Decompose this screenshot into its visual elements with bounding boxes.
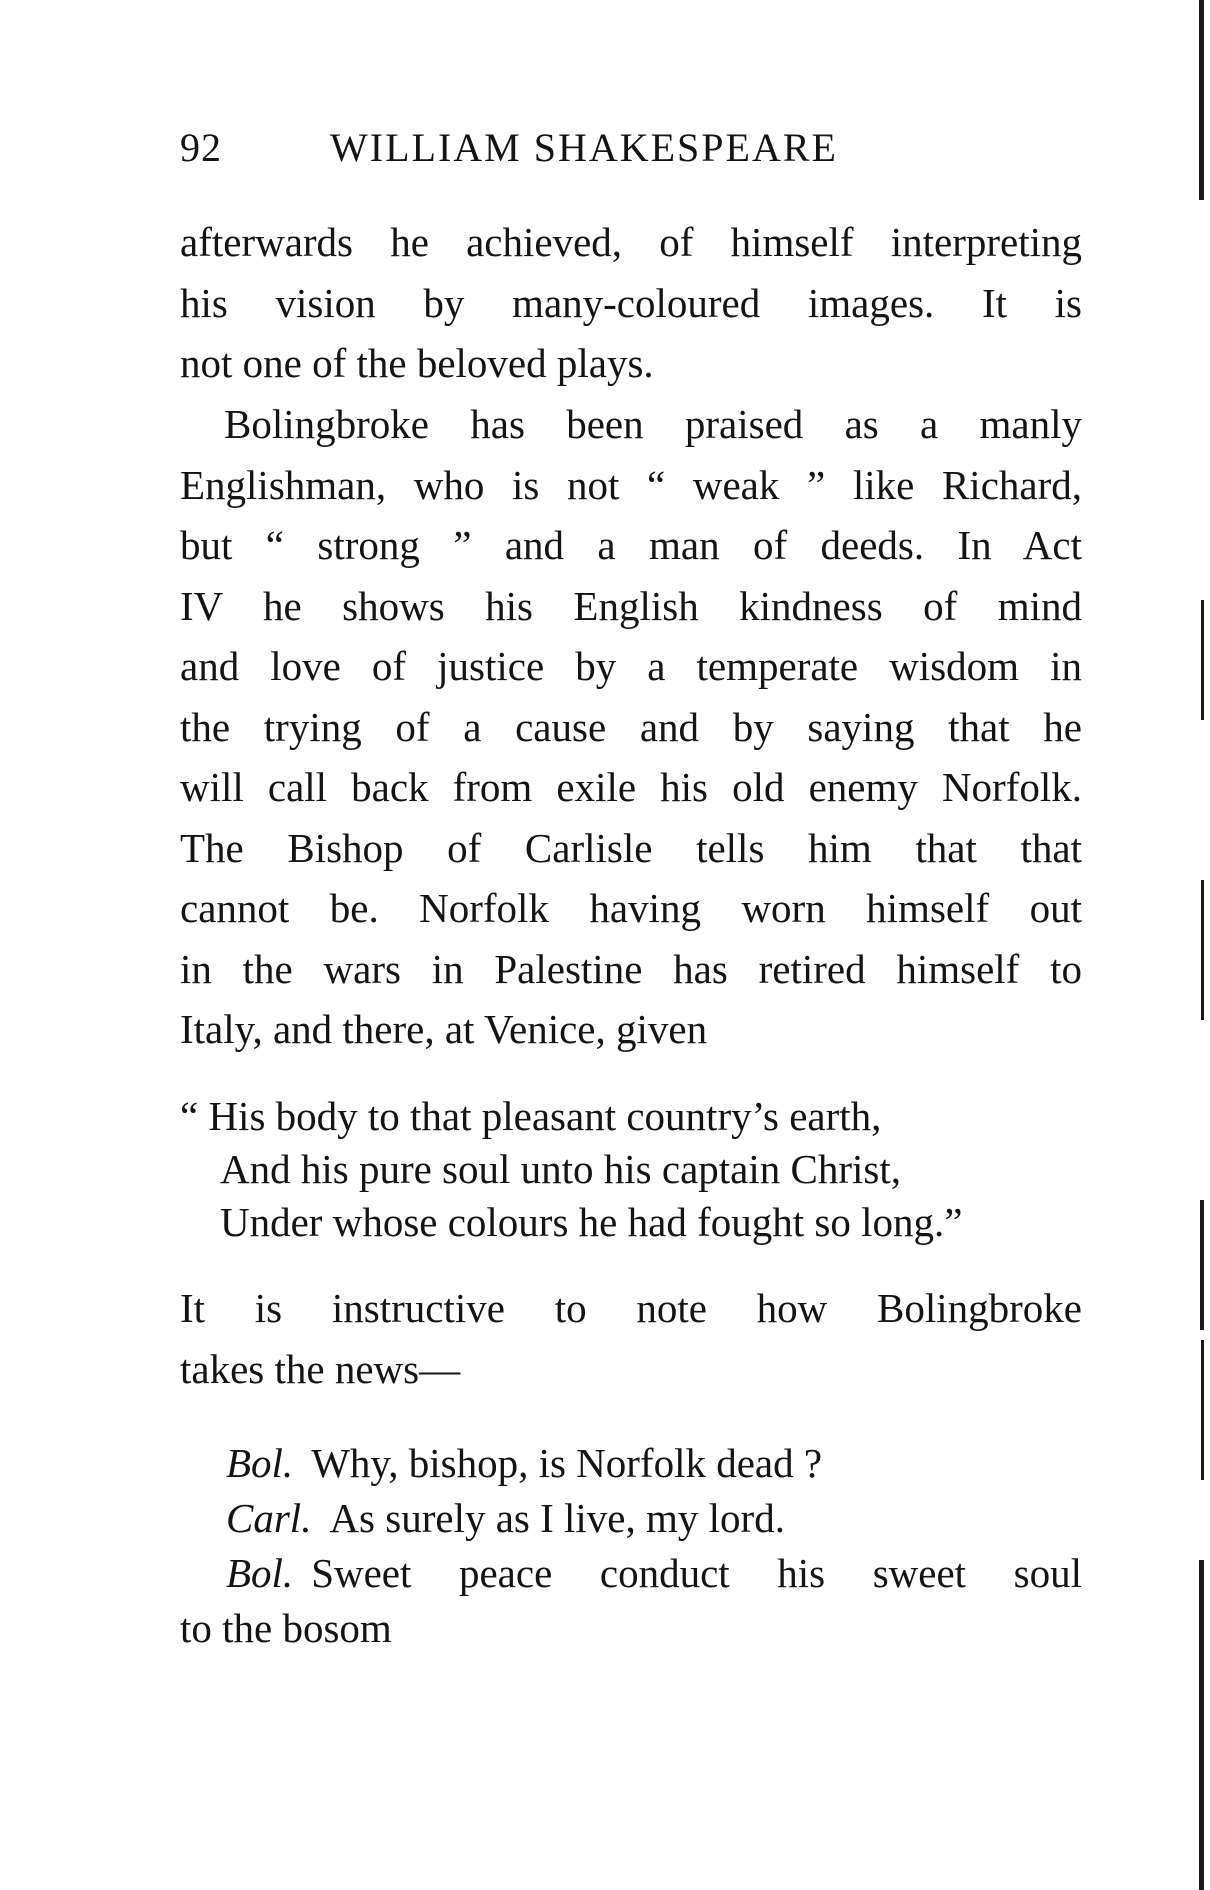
text-line: IV he shows his English kindness of mind [180, 582, 1082, 629]
verse-quote [180, 1090, 1090, 1249]
dialogue-text: Sweet peace conduct his sweet soul [311, 1550, 1082, 1596]
dialogue-excerpt [180, 1436, 1082, 1656]
text-line: takes the news— [180, 1345, 461, 1392]
paragraph-1 [180, 212, 1082, 394]
text-line: not one of the beloved plays. [180, 340, 654, 386]
text-line: Italy, and there, at Venice, given [180, 1006, 708, 1052]
paragraph-3 [180, 1278, 1082, 1399]
text-line: afterwards he achieved, of himself interpreting [180, 219, 1082, 265]
text-line: but “ strong ” and a man of deeds. In Act [180, 522, 1082, 568]
page-edge-shadow [1184, 0, 1210, 1890]
text-line: in the wars in Palestine has retired himself to [180, 945, 1082, 992]
text-line: Bolingbroke has been praised as a manly [224, 401, 1082, 447]
text-line: It is instructive to note how Bolingbroke [180, 1285, 1082, 1331]
text-line: his vision by many-coloured images. It is [180, 279, 1082, 326]
text-line: Englishman, who is not “ weak ” like Richard, [180, 461, 1082, 508]
dialogue-line [180, 1436, 1082, 1491]
paragraph-2 [180, 394, 1082, 1060]
dialogue-continuation: to the bosom [180, 1605, 392, 1651]
speaker-name: Bol. [226, 1440, 294, 1486]
verse-line: Under whose colours he had fought so long.” [220, 1199, 963, 1245]
text-line: will call back from exile his old enemy Norfolk. [180, 764, 1082, 810]
running-title: WILLIAM SHAKESPEARE [330, 125, 838, 170]
speaker-name: Bol. [226, 1550, 294, 1596]
dialogue-line [180, 1491, 1082, 1546]
dialogue-line [180, 1546, 1082, 1601]
running-header [180, 124, 1080, 184]
text-line: and love of justice by a temperate wisdom in [180, 643, 1082, 689]
speaker-name: Carl. [226, 1495, 312, 1541]
text-line: The Bishop of Carlisle tells him that that [180, 824, 1082, 871]
text-line: cannot be. Norfolk having worn himself out [180, 885, 1082, 931]
dialogue-text: As surely as I live, my lord. [329, 1495, 785, 1541]
text-line: the trying of a cause and by saying that he [180, 703, 1082, 750]
verse-line: And his pure soul unto his captain Christ, [220, 1146, 902, 1192]
dialogue-text: Why, bishop, is Norfolk dead ? [311, 1440, 823, 1486]
page-number: 92 [180, 125, 222, 170]
verse-line: “ His body to that pleasant country’s earth, [180, 1093, 882, 1139]
